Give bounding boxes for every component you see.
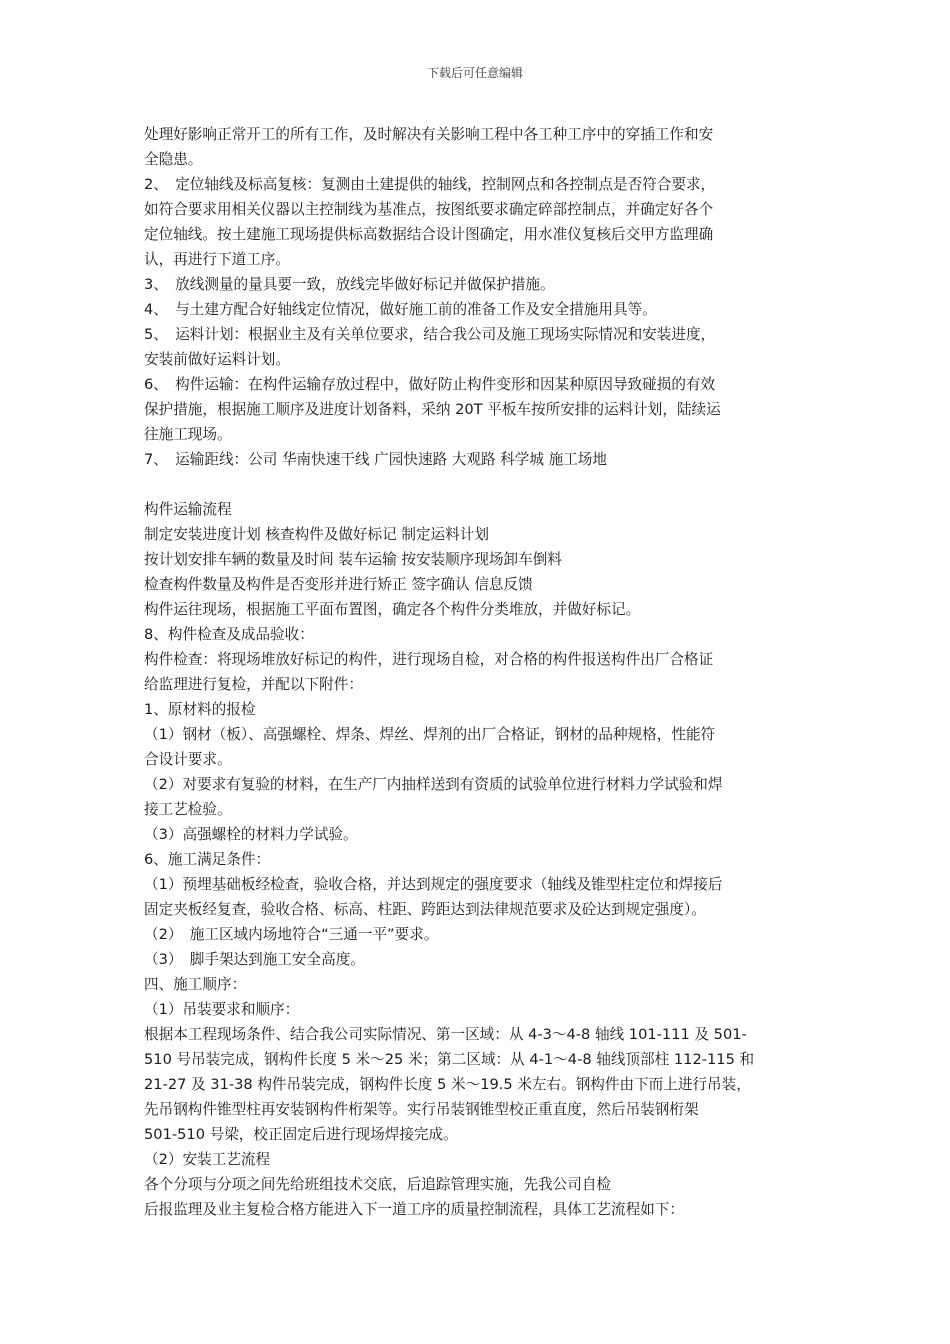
text-line: （3） 脚手架达到施工安全高度。 — [144, 951, 365, 968]
text-line: （2）对要求有复验的材料，在生产厂内抽样送到有资质的试验单位进行材料力学试验和焊 — [144, 776, 723, 793]
text-line: 往施工现场。 — [144, 426, 232, 443]
text-line: 2、 定位轴线及标高复核：复测由土建提供的轴线，控制网点和各控制点是否符合要求， — [144, 176, 716, 193]
text-line: （1）预埋基础板经检查，验收合格，并达到规定的强度要求（轴线及锥型柱定位和焊接后 — [144, 876, 723, 893]
text-line: 全隐患。 — [144, 151, 203, 168]
text-line: （2） 施工区域内场地符合“三通一平”要求。 — [144, 926, 439, 943]
text-line: 接工艺检验。 — [144, 801, 232, 818]
text-line: 认，再进行下道工序。 — [144, 251, 290, 268]
text-line: 制定安装进度计划 核查构件及做好标记 制定运料计划 — [144, 526, 489, 543]
text-line: 后报监理及业主复检合格方能进入下一道工序的质量控制流程，具体工艺流程如下： — [144, 1201, 684, 1218]
blank-line — [144, 472, 812, 497]
text-line: 3、 放线测量的量具要一致，放线完毕做好标记并做保护措施。 — [144, 276, 555, 293]
text-line: 保护措施，根据施工顺序及进度计划备料，采纳 20T 平板车按所安排的运料计划，陆续运 — [144, 401, 721, 418]
text-line: 处理好影响正常开工的所有工作，及时解决有关影响工程中各工种工序中的穿插工作和安 — [144, 126, 714, 143]
text-line: 根据本工程现场条件、结合我公司实际情况、第一区域：从 4-3～4-8 轴线 101-111 及 501- — [144, 1026, 747, 1043]
text-line: （1）吊装要求和顺序： — [144, 1001, 300, 1018]
text-line: 给监理进行复检，并配以下附件： — [144, 676, 363, 693]
text-line: 5、 运料计划：根据业主及有关单位要求，结合我公司及施工现场实际情况和安装进度， — [144, 326, 716, 343]
text-line: 4、 与土建方配合好轴线定位情况，做好施工前的准备工作及安全措施用具等。 — [144, 301, 657, 318]
text-line: 安装前做好运料计划。 — [144, 351, 290, 368]
text-line: 构件运往现场，根据施工平面布置图，确定各个构件分类堆放，并做好标记。 — [144, 601, 641, 618]
text-line: 先吊钢构件锥型柱再安装钢构件桁架等。实行吊装钢锥型校正重直度，然后吊装钢桁架 — [144, 1101, 699, 1118]
text-line: （3）高强螺栓的材料力学试验。 — [144, 826, 358, 843]
text-line: 按计划安排车辆的数量及时间 装车运输 按安装顺序现场卸车倒料 — [144, 551, 562, 568]
text-line: 构件运输流程 — [144, 501, 232, 518]
text-line: 合设计要求。 — [144, 751, 232, 768]
text-line: 构件检查：将现场堆放好标记的构件，进行现场自检，对合格的构件报送构件出厂合格证 — [144, 651, 714, 668]
document-body — [144, 122, 812, 1222]
text-line: 如符合要求用相关仪器以主控制线为基准点，按图纸要求确定碎部控制点，并确定好各个 — [144, 201, 714, 218]
text-line: 8、构件检查及成品验收： — [144, 626, 314, 643]
text-line: 21-27 及 31-38 构件吊装完成，钢构件长度 5 米～19.5 米左右。钢构件由下而上进行吊装， — [144, 1076, 751, 1093]
text-line: 501-510 号梁，校正固定后进行现场焊接完成。 — [144, 1126, 458, 1143]
text-line: 6、 构件运输：在构件运输存放过程中，做好防止构件变形和因某种原因导致碰损的有效 — [144, 376, 716, 393]
text-line: 定位轴线。按土建施工现场提供标高数据结合设计图确定，用水准仪复核后交甲方监理确 — [144, 226, 714, 243]
text-line: 7、 运输距线：公司 华南快速干线 广园快速路 大观路 科学城 施工场地 — [144, 451, 607, 468]
text-line: 1、原材料的报检 — [144, 701, 256, 718]
text-line: 四、施工顺序： — [144, 976, 247, 993]
text-line: 固定夹板经复查，验收合格、标高、柱距、跨距达到法律规范要求及砼达到规定强度）。 — [144, 901, 706, 918]
page-header: 下载后可任意编辑 — [426, 66, 523, 80]
text-line: 510 号吊装完成，钢构件长度 5 米～25 米；第二区域：从 4-1～4-8 轴线顶部柱 112-115 和 — [144, 1051, 755, 1068]
text-line: （1）钢材（板）、高强螺栓、焊条、焊丝、焊剂的出厂合格证，钢材的品种规格，性能符 — [144, 726, 716, 743]
text-line: （2）安装工艺流程 — [144, 1151, 271, 1168]
text-line: 各个分项与分项之间先给班组技术交底，后追踪管理实施，先我公司自检 — [144, 1176, 612, 1193]
text-line: 6、施工满足条件： — [144, 851, 271, 868]
text-line: 检查构件数量及构件是否变形并进行矫正 签字确认 信息反馈 — [144, 576, 533, 593]
